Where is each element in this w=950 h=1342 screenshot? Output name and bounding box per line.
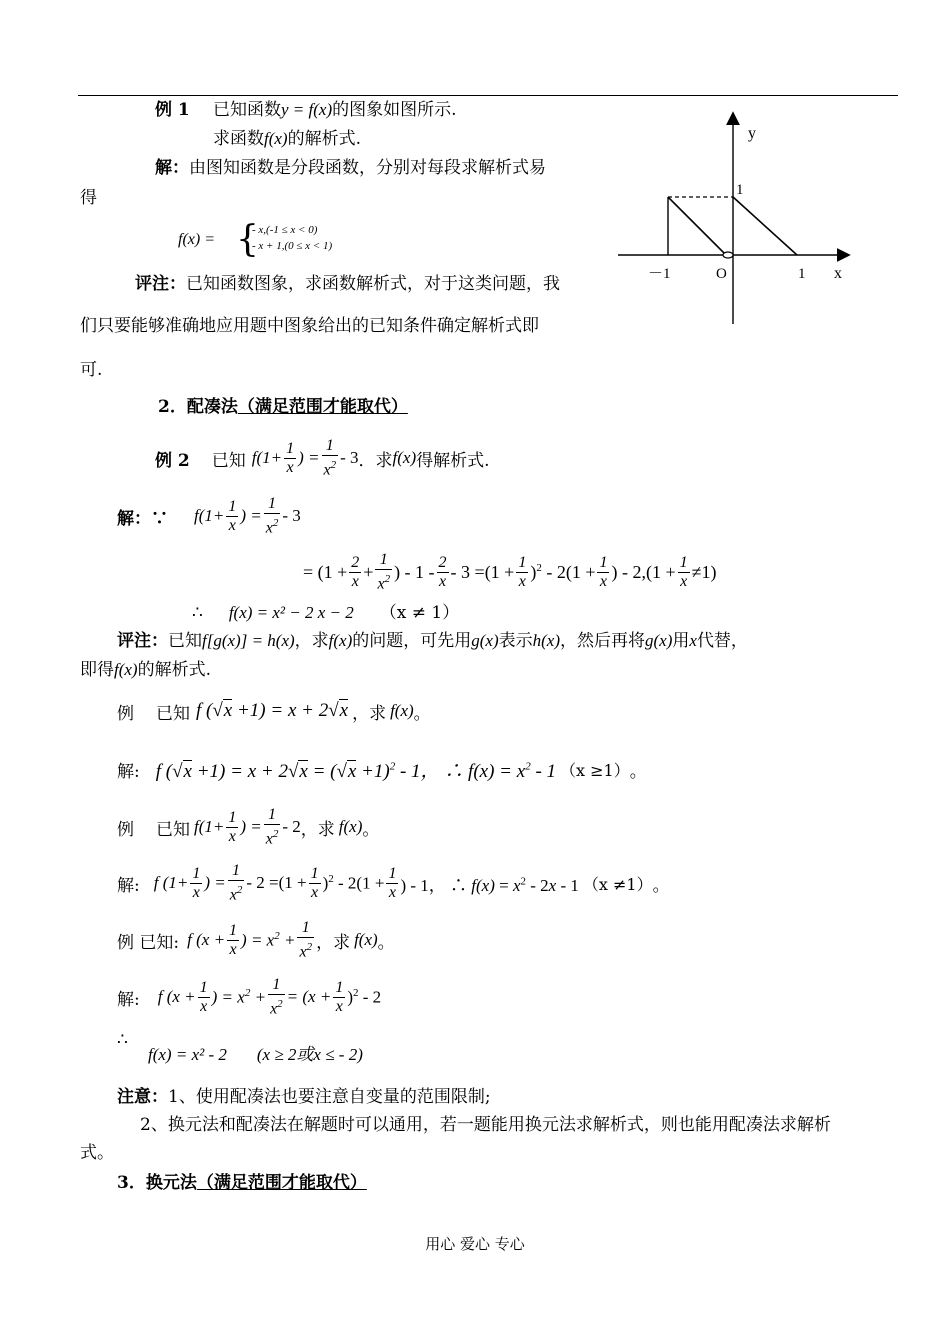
open-point (723, 252, 733, 258)
tick-1-y-label: 1 (736, 182, 744, 198)
ex4-solution: 解: f (1+ $\frac{1}{x}$ ) = $\frac{1}{x^2}$ - 2 =(1 + $\frac{1}{x}$ )$^2$ - 2(1 + $\frac{1}{x}$ ) - 1， ∴ $f(x) = x^2 - 2x - 1$ （x ≠1） 。 (117, 861, 670, 904)
ex5-therefore: ∴ (117, 1030, 128, 1050)
ex1-piece1: - x,(-1 ≤ x < 0) (252, 224, 318, 236)
ex3-statement: 例 已知 f (√x +1) = x + 2√x ，求 f(x) 。 (117, 700, 431, 724)
section2-heading: 2．配凑法（满足范围才能取代） (158, 397, 408, 417)
ex1-line2: 求函数f(x)的解析式. (213, 129, 361, 149)
section3-heading: 3．换元法（满足范围才能取代） (117, 1173, 367, 1193)
note-item2-cont: 式。 (80, 1143, 114, 1163)
ex1-comment-line2: 们只要能够准确地应用题中图象给出的已知条件确定解析式即 (80, 316, 539, 336)
ex4-statement: 例 已知 f(1+ $\frac{1}{x}$ ) = $\frac{1}{x^2}$ - 2 ，求 f(x) 。 (117, 805, 380, 848)
ex1-piece2: - x + 1,(0 ≤ x < 1) (252, 240, 333, 252)
header-rule (78, 95, 898, 96)
ex1-solution: 解：由图知函数是分段函数，分别对每段求解析式易 (155, 158, 546, 178)
y-axis-label: y (748, 125, 756, 142)
origin-label: O (716, 266, 727, 282)
segment-left (668, 197, 726, 255)
ex1-solution-cont: 得 (80, 188, 97, 208)
ex1-comment-line3: 可. (80, 360, 103, 380)
ex5-solution: 解: f (x + $\frac{1}{x}$ ) = $x^2$ + $\frac{1}{x^2}$ = (x + $\frac{1}{x}$ )$^2$ - 2 (117, 975, 382, 1018)
ex2-solution-line2: = (1 + $\frac{2}{x}$ + $\frac{1}{x^2}$ ) - 1 - $\frac{2}{x}$ - 3 =(1 + $\frac{1}{x}$ )$^2$ - 2(1 + $\frac{1}{x}$ ) - 2,(1 + $\frac{1}{x}$ ≠1) (303, 550, 717, 593)
x-axis-label: x (834, 265, 842, 282)
ex2-comment-line2: 即得f(x)的解析式. (80, 660, 211, 680)
ex1-formula-lhs: f(x) = (178, 231, 215, 248)
note-item2: 2、换元法和配凑法在解题时可以通用，若一题能用换元法求解析式，则也能用配凑法求解析 (140, 1115, 831, 1135)
ex1-line1: 已知函数y = f(x)的图象如图所示. (213, 100, 457, 120)
segment-right (733, 197, 797, 255)
ex5-statement: 例 已知: f (x + $\frac{1}{x}$ ) = $x^2$ + $\frac{1}{x^2}$ ，求 f(x) 。 (117, 918, 395, 961)
ex1-label: 例 1 (155, 100, 190, 120)
note-item1: 注意：1、使用配凑法也要注意自变量的范围限制; (117, 1087, 491, 1107)
piecewise-brace: { (236, 219, 259, 260)
function-graph (612, 108, 862, 330)
ex2-solution-line1: 解：∵ f(1+ $\frac{1}{x}$ ) = $\frac{1}{x^2}$ - 3 (117, 494, 301, 537)
tick-1-x-label: 1 (798, 266, 806, 282)
ex2-result: ∴ f(x) = x² − 2 x − 2 （x ≠ 1） (192, 603, 460, 623)
page-footer: 用心 爱心 专心 (425, 1235, 525, 1253)
tick-neg1-label: －1 (648, 266, 671, 282)
ex5-result: f(x) = x² - 2 (x ≥ 2或x ≤ - 2) (148, 1045, 363, 1064)
ex2-comment-line1: 评注：已知f[g(x)] = h(x)，求f(x)的问题，可先用g(x)表示h(x)，然后再将g(x)用x代替， (117, 631, 748, 651)
ex2-statement: 例 2 已知 f(1+ $\frac{1}{x}$ ) = $\frac{1}{x^2}$ - 3 ．求 f(x) 得解析式. (155, 436, 490, 479)
ex3-solution: 解: f $(√x +1) = x + 2√x = (√x +1)^2 - 1$， ∴ $f(x) = x^2 - 1$ （x ≥1） 。 (117, 760, 647, 782)
ex1-comment: 评注：已知函数图象，求函数解析式，对于这类问题，我 (135, 274, 560, 294)
